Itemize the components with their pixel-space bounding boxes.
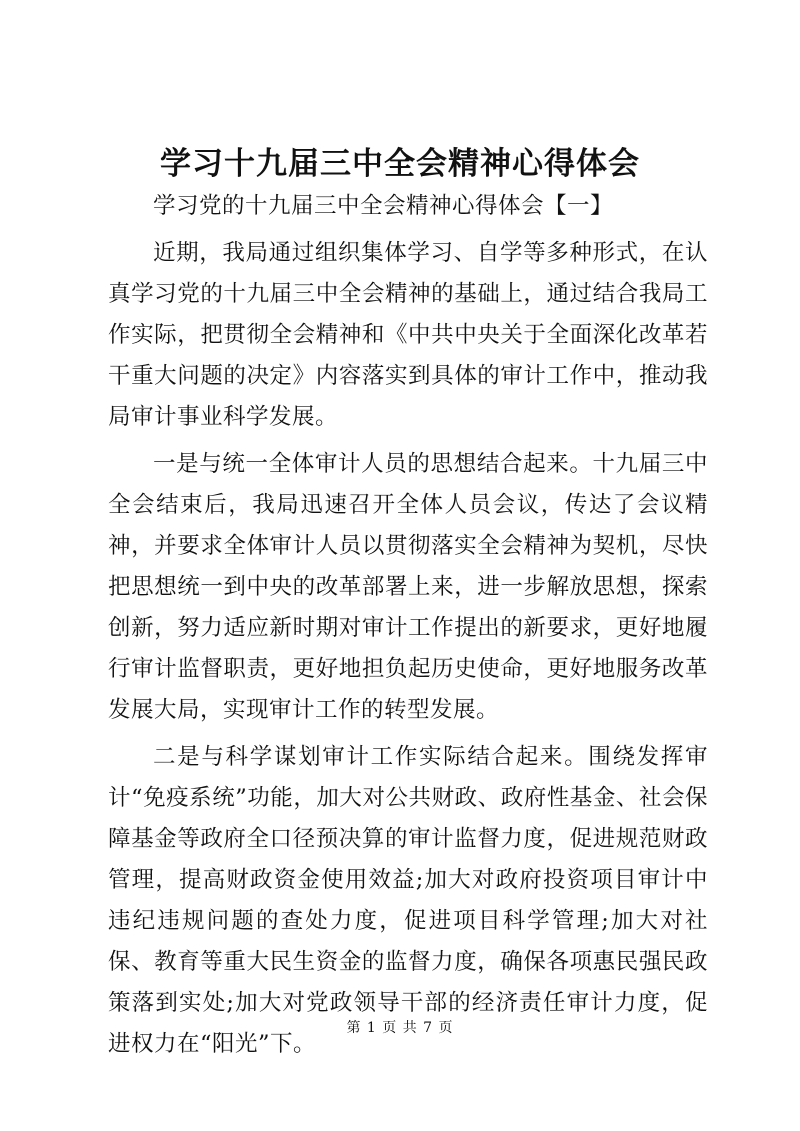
page-indicator: 第 1 页 共 7 页 — [346, 1020, 454, 1036]
section-subtitle: 学习党的十九届三中全会精神心得体会【一】 — [153, 193, 614, 219]
document-title: 学习十九届三中全会精神心得体会 — [160, 146, 640, 182]
paragraph-point-one: 一是与统一全体审计人员的思想结合起来。十九届三中全会结束后，我局迅速召开全体人员会议，传达了会议精神，并要求全体审计人员以贯彻落实全会精神为契机，尽快把思想统一到中央的改革部署上来，进一步解放思想，探索创新，努力适应新时期对审计工作提出的新要求，更好地履行审计监督职责，更好地担负起历史使命，更好地服务改革发展大局，实现审计工作的转型发展。 — [108, 451, 708, 723]
paragraph-intro: 近期，我局通过组织集体学习、自学等多种形式，在认真学习党的十九届三中全会精神的基础上，通过结合我局工作实际，把贯彻全会精神和《中共中央关于全面深化改革若干重大问题的决定》内容落实到具体的审计工作中，推动我局审计事业科学发展。 — [108, 240, 708, 430]
paragraph-point-two: 二是与科学谋划审计工作实际结合起来。围绕发挥审计“免疫系统”功能，加大对公共财政、政府性基金、社会保障基金等政府全口径预决算的审计监督力度，促进规范财政管理，提高财政资金使用效益;加大对政府投资项目审计中违纪违规问题的查处力度，促进项目科学管理;加大对社保、教育等重大民生资金的监督力度，确保各项惠民强民政策落到实处;加大对党政领导干部的经济责任审计力度，促进权力在“阳光”下。 — [108, 744, 708, 1057]
document-body — [108, 186, 708, 1065]
